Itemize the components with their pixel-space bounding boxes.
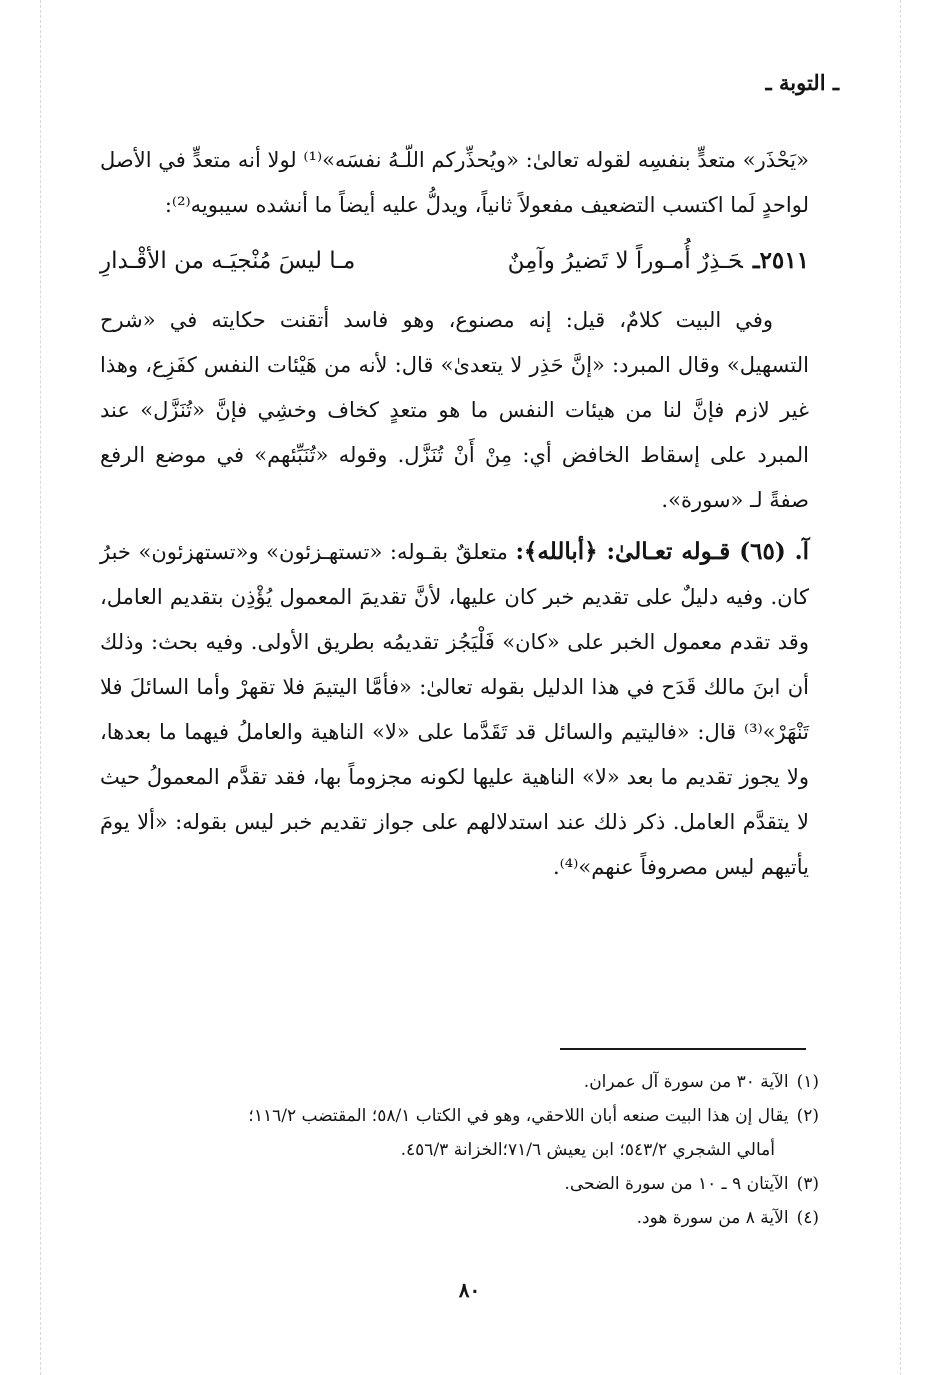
footnote-4 <box>100 1204 819 1232</box>
paragraph-4-body: متعلقٌ بقـوله: «تستهـزئون» و«تستهزئون» خبرُ كان. وفيه دليلٌ على تقديم خبر كان عليها، لأنَّ تقديمَ المعمول يُؤْذِن بتقديم العامل، وقد تقدم معمول الخبر على «كان» فَلْيَجُز تقديمُه بطريق الأولى. وفيه بحث: وذلك أن ابنَ مالك قَدَح في هذا الدليل بقوله تعالىٰ: «فأمَّا اليتيمَ فلا تقهرْ وأما السائلَ فلا تَنْهَرْ»⁽³⁾ قال: «فاليتيم والسائل قد تَقَدَّما على «لا» الناهية والعاملُ فيهما ما بعدها، ولا يجوز تقديم ما بعد «لا» الناهية عليها لكونه مجزوماً بها، فقد تقدَّم المعمولُ حيث لا يتقدَّم العامل. ذكر ذلك عند استدلالهم على جواز تقديم خبر ليس بقوله: «ألا يومَ يأتيهم ليس مصروفاً عنهم»⁽⁴⁾. <box>100 540 809 879</box>
running-header: ـ التوبة ـ <box>765 70 839 95</box>
footnote-4-text: الآية ٨ من سورة هود. <box>636 1208 789 1228</box>
footnote-separator <box>560 1048 806 1050</box>
paragraph-3: وفي البيت كلامٌ، قيل: إنه مصنوع، وهو فاسد أتقنت حكايته في «شرح التسهيل» وقال المبرد: «إنَّ حَذِر لا يتعدىٰ» قال: لأنه من هَيْئات النفس كفَزِع، وهذا غير لازم فإنَّ لنا من هيئات النفس ما هو متعدٍ كخاف وخشِي فإنَّ «تُنَزَّل» عند المبرد على إسقاط الخافض أي: مِنْ أَنْ تُنَزَّل. وقوله «تُنَبِّئهم» في موضع الرفع صفةً لـ «سورة». <box>100 308 809 512</box>
footnotes <box>100 1068 819 1238</box>
verse-hemistich-2: مـا ليسَ مُنْجيَـه من الأقْـدارِ <box>100 248 356 274</box>
footnote-1-text: الآية ٣٠ من سورة آل عمران. <box>583 1072 789 1092</box>
scan-edge-left <box>40 0 41 1375</box>
footnote-3-text: الآيتان ٩ ـ ١٠ من سورة الضحى. <box>564 1174 789 1194</box>
page-number: ٨٠ <box>458 1278 481 1302</box>
footnote-3-marker: (٣) <box>796 1174 819 1194</box>
footnote-2-text: يقال إن هذا البيت صنعه أبان اللاحقي، وهو في الكتاب ٥٨/١؛ المقتضب ١١٦/٢؛ <box>248 1106 789 1126</box>
verse-first-half <box>508 238 809 284</box>
paragraph-1: «يَحْذَر» متعدٍّ بنفسِه لقوله تعالىٰ: «ويُحذِّركم اللّـهُ نفسَه»⁽¹⁾ لولا أنه متعدٍّ في الأصل لواحدٍ لَما اكتسب التضعيف مفعولاً ثانياً، ويدلُّ عليه أيضاً ما أنشده سيبويه⁽²⁾: <box>100 148 809 217</box>
main-text <box>100 138 809 890</box>
footnote-1 <box>100 1068 819 1096</box>
scan-edge-right <box>900 0 901 1375</box>
paragraph-4 <box>100 529 809 890</box>
footnote-2-marker: (٢) <box>796 1106 819 1126</box>
poetry-verse <box>100 238 809 284</box>
verse-hemistich-1: حَـذِرٌ أُمـوراً لا تَضيرُ وآمِنٌ <box>507 248 743 274</box>
footnote-1-marker: (١) <box>796 1072 819 1092</box>
footnote-2-continued: أمالي الشجري ٥٤٣/٢؛ ابن يعيش ٧١/٦؛الخزانة ٤٥٦/٣. <box>400 1140 775 1160</box>
verse-number: ٢٥١١ـ <box>752 247 809 274</box>
footnote-2 <box>100 1102 819 1130</box>
verse-reference-heading: آ. (٦٥) قـوله تعـالىٰ: ﴿أبالله﴾: <box>515 538 809 565</box>
footnote-4-marker: (٤) <box>796 1208 819 1228</box>
footnote-3 <box>100 1170 819 1198</box>
